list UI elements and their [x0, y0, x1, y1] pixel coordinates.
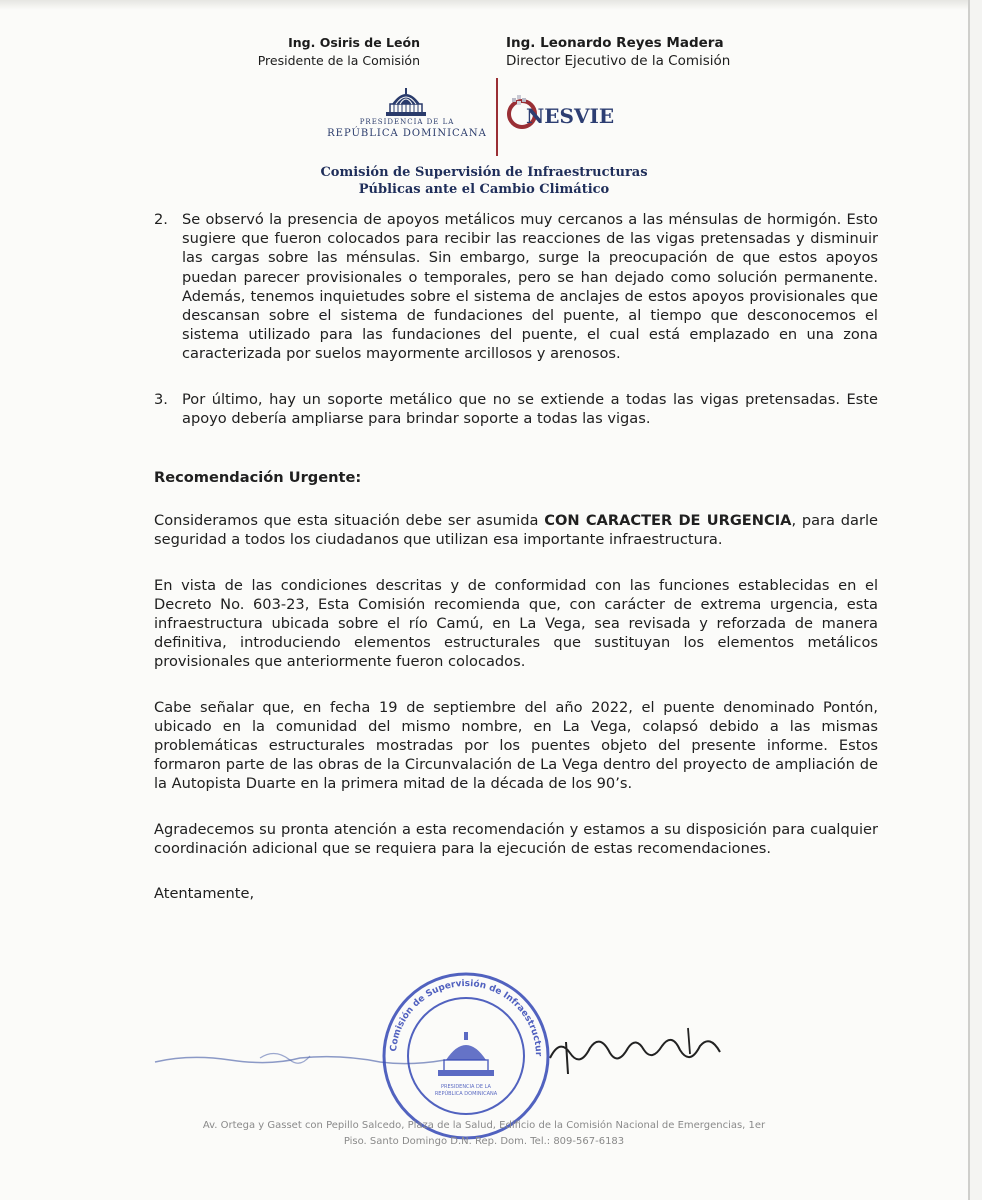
- svg-text:REPÚBLICA DOMINICANA: REPÚBLICA DOMINICANA: [434, 1091, 498, 1097]
- list-item-2: [154, 210, 878, 364]
- paragraph-text: Consideramos que esta situación debe ser asumida: [154, 512, 545, 530]
- presidency-line2: REPÚBLICA DOMINICANA: [327, 128, 487, 139]
- paragraph-thanks: Agradecemos su pronta atención a esta recomendación y estamos a su disposición para cualquier coordinación adicional que se requiera para la ejecución de estas recomendaciones.: [154, 820, 878, 857]
- list-number: 3.: [154, 390, 168, 408]
- signer-osiris: [220, 34, 420, 70]
- section-heading: Recomendación Urgente:: [154, 469, 362, 487]
- signer1-title: Presidente de la Comisión: [257, 53, 420, 68]
- scan-edge: [0, 0, 968, 10]
- presidency-line1: PRESIDENCIA DE LA: [359, 118, 455, 126]
- presidency-dome-icon: [380, 86, 432, 118]
- paragraph-recommendation: En vista de las condiciones descritas y de conformidad con las funciones establecidas en el Decreto No. 603-23, Esta Comisión recomienda que, con carácter de extrema urgencia, esta infraestructura ubicada sobre el río Camú, en La Vega, sea revisada y reforzada de manera definitiva, introduciendo elementos estructurales que sustituyan los elementos metálicos provisionales que anteriormente fueron colocados.: [154, 576, 878, 671]
- letterhead: [0, 78, 968, 198]
- paragraph-text: , para darle seguridad a todos los ciudadanos que utilizan esa importante infraestructura.: [154, 512, 879, 549]
- signer2-title: Director Ejecutivo de la Comisión: [506, 53, 731, 69]
- letter-body: [154, 210, 878, 903]
- urgency-emphasis: CON CARACTER DE URGENCIA: [544, 512, 792, 530]
- onesvie-logo-text: NESVIE: [526, 104, 615, 128]
- svg-text:Comisión de Supervisión de Inf: Comisión de Supervisión de Infraestructur: [389, 978, 544, 1057]
- paragraph-ponton: Cabe señalar que, en fecha 19 de septiembre del año 2022, el puente denominado Pontón, ubicado en la comunidad del mismo nombre, en La Vega, colapsó debido a las mismas problemáticas estructurales mostradas por los puentes objeto del presente informe. Estos formaron parte de las obras de la Circunvalación de La Vega dentro del proyecto de ampliación de la Autopista Duarte en la primera mitad de la década de los 90’s.: [154, 698, 878, 793]
- list-item-3: [154, 390, 878, 428]
- closing: Atentamente,: [154, 885, 255, 903]
- organization-title: [0, 164, 968, 198]
- signature-leonardo: [540, 1018, 730, 1078]
- list-number: 2.: [154, 211, 168, 228]
- signer-leonardo: [506, 34, 806, 70]
- signer1-name: Ing. Osiris de León: [288, 35, 420, 50]
- footer-address: [0, 1118, 968, 1150]
- paragraph-urgency: [154, 511, 878, 549]
- list-item-text: Se observó la presencia de apoyos metálicos muy cercanos a las ménsulas de hormigón. Esto sugiere que fueron colocados para recibir las reacciones de las vigas pretensadas y disminuir las cargas sobre las ménsulas. Sin embargo, surge la preocupación de que estos apoyos puedan parecer provisionales o temporales, pero se han dejado como solución permanente. Además, tenemos inquietudes sobre el sistema de anclajes de estos apoyos provisionales que descansan sobre el sistema de fundaciones del puente, al tiempo que desconocemos el sistema utilizado para las fundaciones del puente, el cual está emplazado en una zona caracterizada por suelos mayormente arcillosos y arenosos.: [182, 211, 878, 363]
- footer-line1: Av. Ortega y Gasset con Pepillo Salcedo, Plaza de la Salud, Edificio de la Comisión Nacional de Emergencias, 1er: [202, 1120, 766, 1131]
- list-item-text: Por último, hay un soporte metálico que no se extiende a todas las vigas pretensadas. Este apoyo debería ampliarse para brindar soporte a todas las vigas.: [182, 390, 878, 427]
- org-title-line1: Comisión de Supervisión de Infraestructuras: [320, 165, 648, 180]
- signer2-name: Ing. Leonardo Reyes Madera: [506, 35, 724, 51]
- onesvie-logo: [504, 86, 654, 136]
- svg-text:PRESIDENCIA DE LA: PRESIDENCIA DE LA: [441, 1084, 491, 1090]
- footer-line2: Piso. Santo Domingo D.N. Rep. Dom. Tel.: 809-567-6183: [343, 1136, 625, 1147]
- org-title-line2: Públicas ante el Cambio Climático: [358, 182, 610, 197]
- presidency-logo: [322, 86, 492, 148]
- header-divider: [496, 78, 498, 156]
